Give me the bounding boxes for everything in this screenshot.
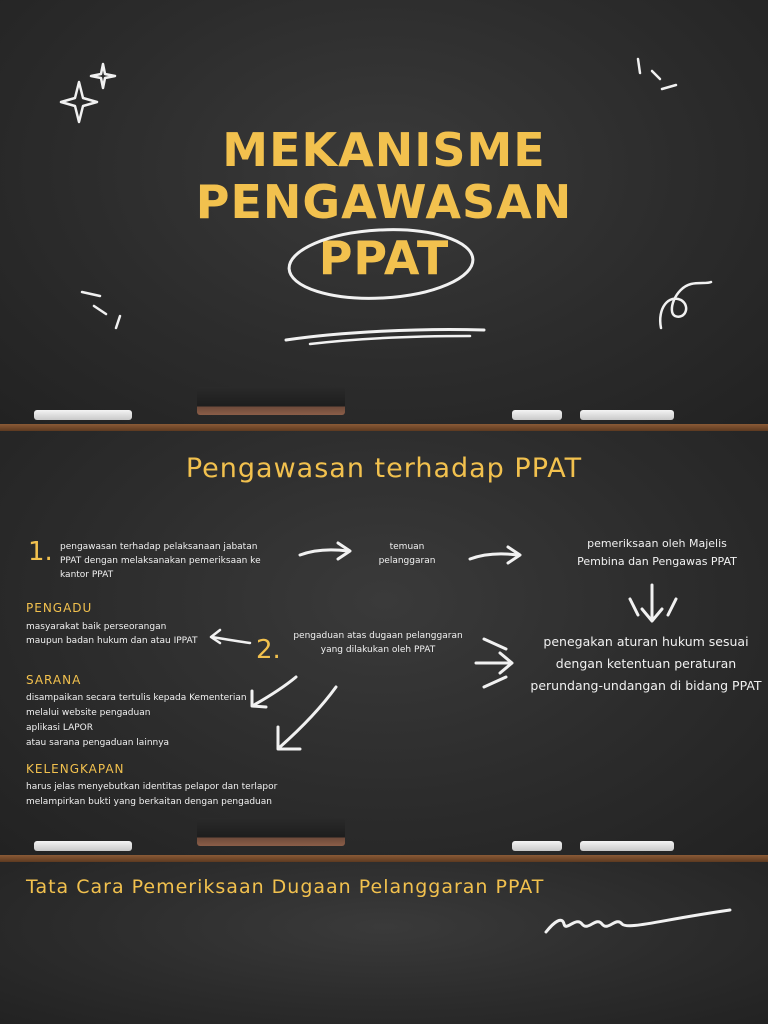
arrows-right-icon <box>472 633 518 693</box>
arrow-right-icon <box>296 539 356 563</box>
chalkboard-procedure <box>0 862 768 1024</box>
sarana-line: aplikasi LAPOR <box>26 723 93 733</box>
sparkle-icon <box>55 60 125 130</box>
title-line-1: MEKANISME <box>222 123 546 177</box>
pengadu-label: PENGADU <box>26 601 93 615</box>
step-number-1: 1. <box>28 537 53 567</box>
arrow-right-icon <box>466 543 526 567</box>
chalk-stick <box>580 410 674 420</box>
chalk-stick <box>580 841 674 851</box>
chalk-stick <box>512 841 562 851</box>
step-1-text: pengawasan terhadap pelaksanaan jabatan PPAT dengan melaksanakan pemeriksaan ke kantor PPAT <box>60 542 261 580</box>
eraser <box>197 818 345 846</box>
chalk-stick <box>512 410 562 420</box>
examination-text: pemeriksaan oleh Majelis Pembina dan Pengawas PPAT <box>577 537 737 568</box>
step-number-2: 2. <box>256 635 281 665</box>
chalk-ledge <box>0 855 768 862</box>
curl-doodle-icon <box>655 278 715 334</box>
chalkboard-title <box>0 0 768 424</box>
kelengkapan-line: melampirkan bukti yang berkaitan dengan pengaduan <box>26 797 272 807</box>
finding-text: temuan pelanggaran <box>378 542 436 566</box>
kelengkapan-line: harus jelas menyebutkan identitas pelapor dan terlapor <box>26 782 278 792</box>
step-2-text: pengaduan atas dugaan pelanggaran yang dilakukan oleh PPAT <box>293 631 463 655</box>
chalk-stick <box>34 410 132 420</box>
emphasis-lines-icon <box>630 55 690 95</box>
sarana-line: disampaikan secara tertulis kepada Kementerian <box>26 693 247 703</box>
arrows-down-icon <box>624 581 684 627</box>
eraser <box>197 387 345 415</box>
kelengkapan-label: KELENGKAPAN <box>26 762 125 776</box>
section-heading: Tata Cara Pemeriksaan Dugaan Pelanggaran PPAT <box>26 876 545 898</box>
arrow-left-icon <box>206 627 254 649</box>
section-heading: Pengawasan terhadap PPAT <box>185 453 583 484</box>
title-line-2: PENGAWASAN <box>195 175 573 229</box>
emphasis-lines-icon <box>80 288 130 333</box>
sarana-line: atau sarana pengaduan lainnya <box>26 738 170 748</box>
chalk-stick <box>34 841 132 851</box>
enforcement-text: penegakan aturan hukum sesuai dengan ketentuan peraturan perundang-undangan di bidang PPAT <box>530 634 762 693</box>
sarana-line: melalui website pengaduan <box>26 708 151 718</box>
title-line-3: PPAT <box>318 231 450 285</box>
chalkboard-supervision <box>0 431 768 855</box>
sarana-label: SARANA <box>26 673 82 687</box>
highlight-circle-icon <box>283 222 483 304</box>
pengadu-text: masyarakat baik perseorangan maupun badan hukum dan atau IPPAT <box>26 622 198 646</box>
arrow-down-left-icon <box>268 681 344 757</box>
chalk-ledge <box>0 424 768 431</box>
scribble-doodle-icon <box>540 902 740 936</box>
underline-scribble-icon <box>280 322 490 346</box>
